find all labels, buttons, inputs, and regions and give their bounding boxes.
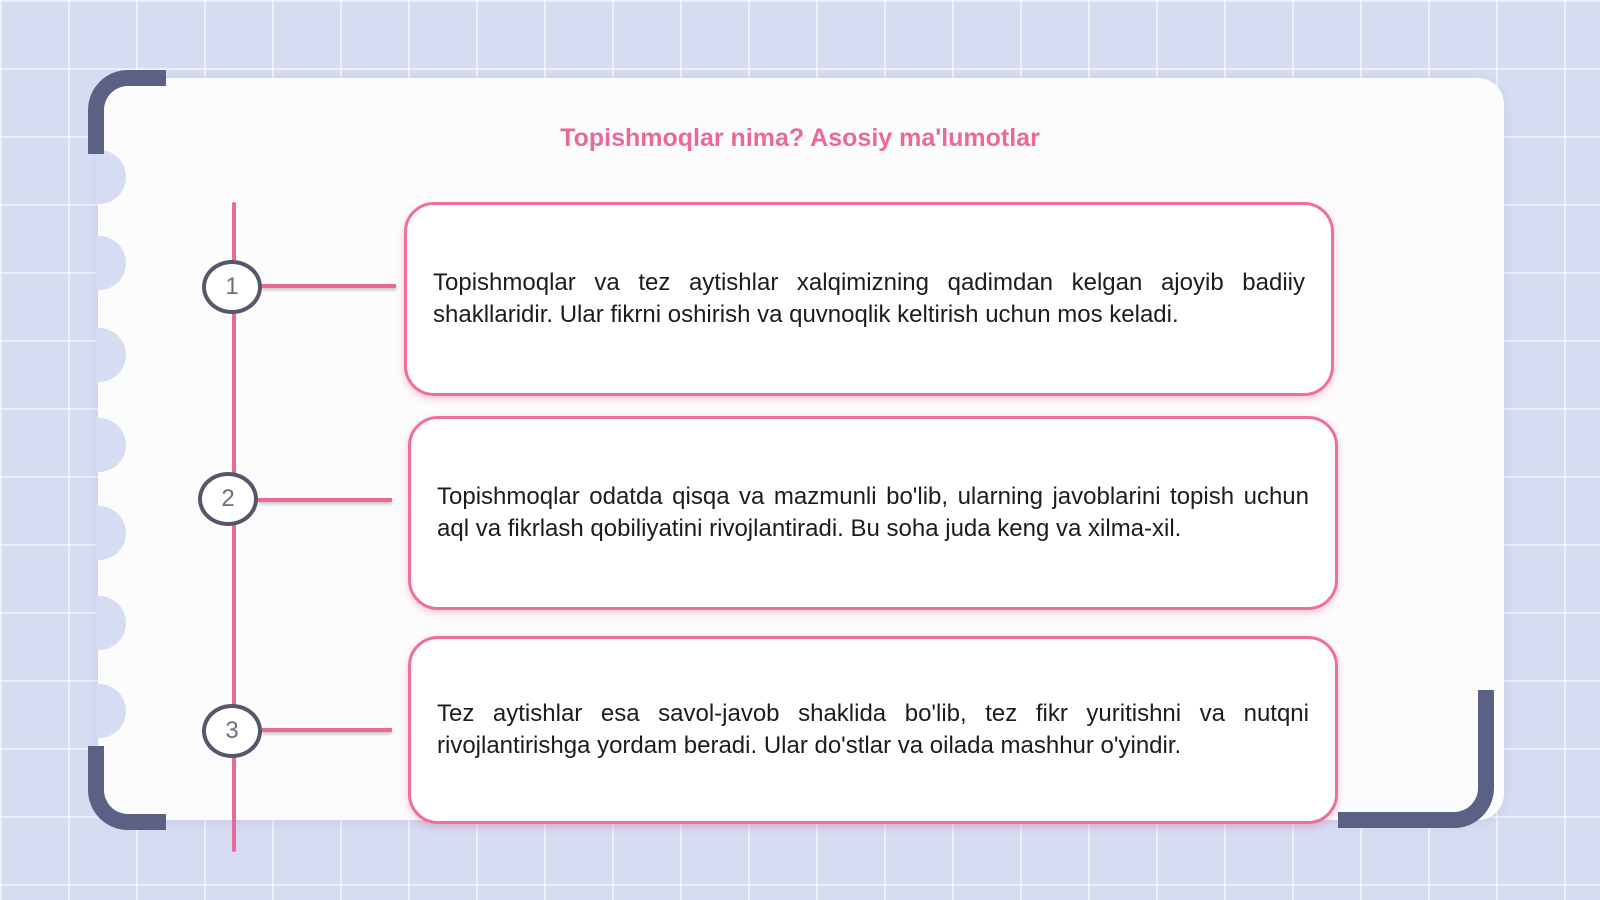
step-number-3: 3 bbox=[202, 704, 262, 758]
corner-bracket-bottom-left bbox=[88, 746, 166, 830]
step-card-3 bbox=[408, 636, 1338, 824]
step-text-2: Topishmoqlar odatda qisqa va mazmunli bo'lib, ularning javoblarini topish uchun aql va fikrlash qobiliyatini rivojlantiradi. Bu soha juda keng va xilma-xil. bbox=[437, 483, 1309, 542]
step-text-3: Tez aytishlar esa savol-javob shaklida bo'lib, tez fikr yuritishni va nutqni rivojlantirishga yordam beradi. Ular do'stlar va oilada mashhur o'yindir. bbox=[437, 700, 1309, 759]
hole bbox=[96, 150, 126, 204]
hole bbox=[96, 596, 126, 650]
notebook-holes bbox=[96, 150, 130, 750]
step-connector-2 bbox=[258, 498, 392, 502]
step-number-2: 2 bbox=[198, 472, 258, 526]
step-card-1 bbox=[404, 202, 1334, 396]
step-card-2 bbox=[408, 416, 1338, 610]
slide-title: Topishmoqlar nima? Asosiy ma'lumotlar bbox=[560, 124, 1040, 152]
step-connector-3 bbox=[262, 728, 392, 732]
hole bbox=[96, 328, 126, 382]
hole bbox=[96, 506, 126, 560]
step-connector-1 bbox=[262, 284, 396, 288]
corner-bracket-bottom-right bbox=[1338, 690, 1494, 828]
hole bbox=[96, 236, 126, 290]
step-number-1: 1 bbox=[202, 260, 262, 314]
hole bbox=[96, 418, 126, 472]
step-text-1: Topishmoqlar va tez aytishlar xalqimizning qadimdan kelgan ajoyib badiiy shakllaridir. Ular fikrni oshirish va quvnoqlik keltirish uchun mos keladi. bbox=[433, 269, 1305, 328]
hole bbox=[96, 684, 126, 738]
